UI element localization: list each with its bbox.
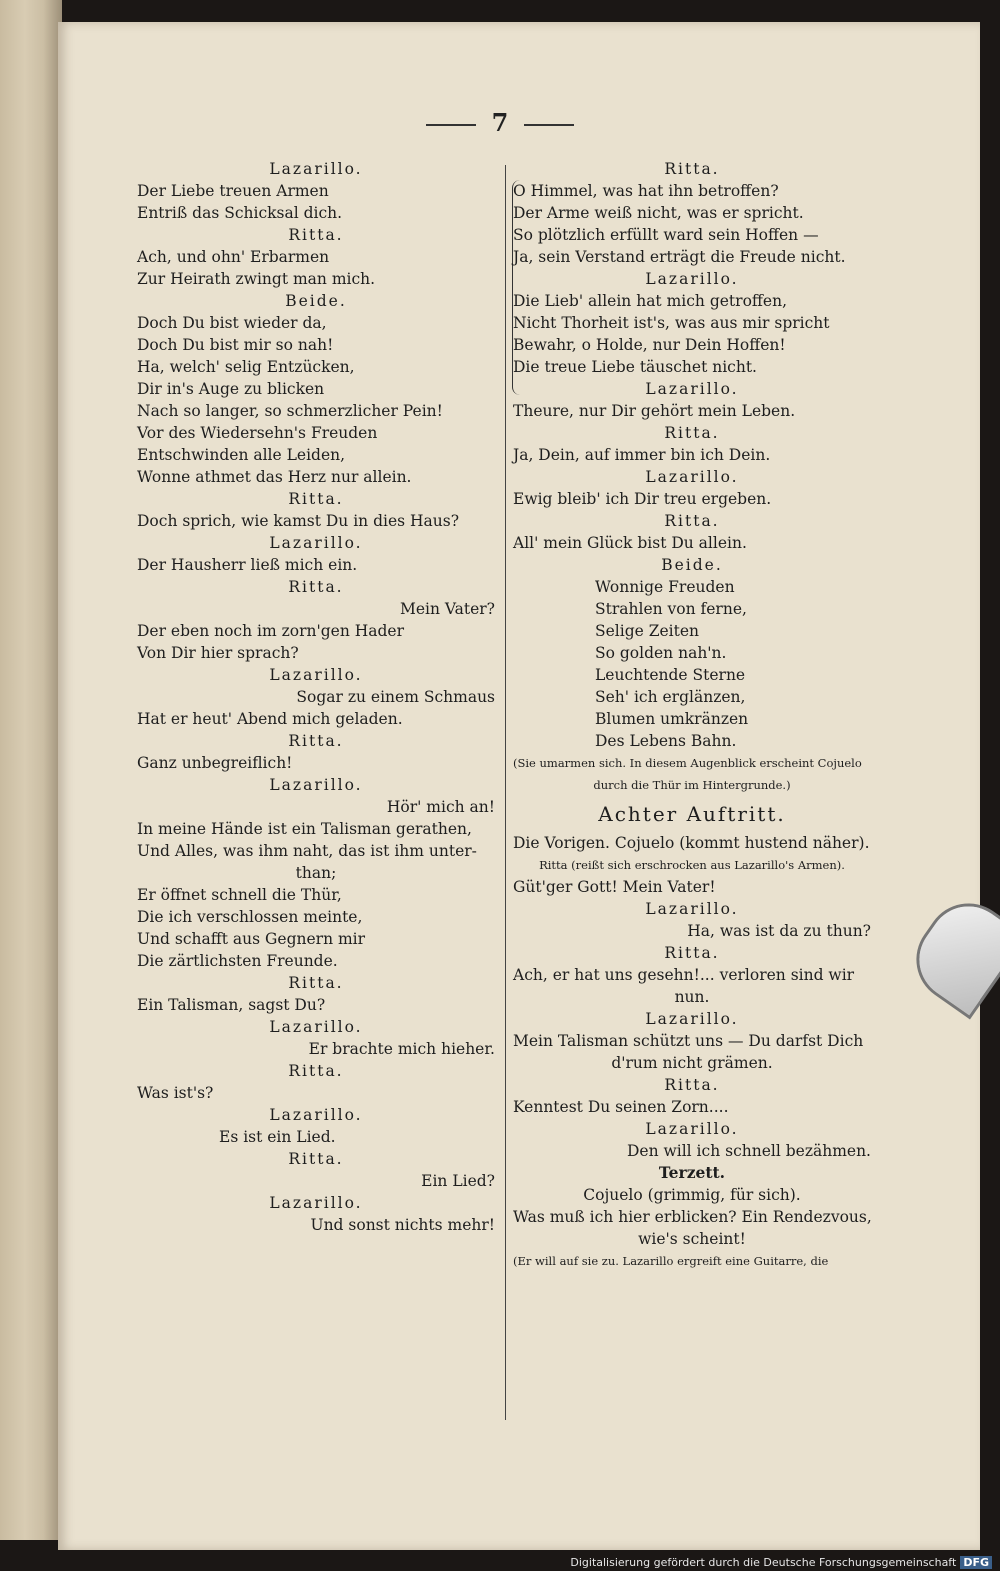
text-line: Leuchtende Sterne bbox=[595, 666, 746, 684]
text-line: Entschwinden alle Leiden, bbox=[137, 446, 346, 464]
text-line: Cojuelo (grimmig, für sich). bbox=[583, 1186, 801, 1204]
speaker-name: Lazarillo. bbox=[645, 1120, 739, 1138]
speaker-name: Lazarillo. bbox=[645, 380, 739, 398]
text-line: Ja, Dein, auf immer bin ich Dein. bbox=[513, 446, 771, 464]
text-line: Ritta (reißt sich erschrocken aus Lazarillo's Armen). bbox=[539, 858, 845, 872]
text-line: Doch sprich, wie kamst Du in dies Haus? bbox=[137, 512, 460, 530]
text-line: So golden nah'n. bbox=[595, 644, 727, 662]
dfg-logo: DFG bbox=[960, 1556, 992, 1569]
text-line: Strahlen von ferne, bbox=[595, 600, 747, 618]
text-line: Des Lebens Bahn. bbox=[595, 732, 737, 750]
speaker-name: Ritta. bbox=[664, 944, 720, 962]
page-header bbox=[0, 108, 1000, 137]
speaker-name: Lazarillo. bbox=[645, 900, 739, 918]
speaker-name: Lazarillo. bbox=[269, 1018, 363, 1036]
text-line: Selige Zeiten bbox=[595, 622, 700, 640]
text-line: Und schafft aus Gegnern mir bbox=[137, 930, 366, 948]
text-line: Er brachte mich hieher. bbox=[308, 1040, 495, 1058]
text-line: d'rum nicht grämen. bbox=[611, 1054, 773, 1072]
text-line: Bewahr, o Holde, nur Dein Hoffen! bbox=[513, 336, 786, 354]
speaker-name: Lazarillo. bbox=[645, 1010, 739, 1028]
speaker-name: Ritta. bbox=[664, 160, 720, 178]
text-line: Dir in's Auge zu blicken bbox=[137, 380, 325, 398]
speaker-name: Ritta. bbox=[288, 1150, 344, 1168]
speaker-name: Ritta. bbox=[288, 974, 344, 992]
text-line: Blumen umkränzen bbox=[595, 710, 749, 728]
text-line: Ach, und ohn' Erbarmen bbox=[137, 248, 330, 266]
text-line: Ganz unbegreiflich! bbox=[137, 754, 293, 772]
text-line: Ein Lied? bbox=[421, 1172, 495, 1190]
text-line: Sogar zu einem Schmaus bbox=[296, 688, 495, 706]
text-line: Ja, sein Verstand erträgt die Freude nicht. bbox=[513, 248, 846, 266]
text-line: Die zärtlichsten Freunde. bbox=[137, 952, 338, 970]
text-line: Mein Talisman schützt uns — Du darfst Dich bbox=[513, 1032, 864, 1050]
text-line: Theure, nur Dir gehört mein Leben. bbox=[513, 402, 796, 420]
text-line: Ha, was ist da zu thun? bbox=[687, 922, 871, 940]
speaker-name: Ritta. bbox=[288, 1062, 344, 1080]
text-line: than; bbox=[295, 864, 337, 882]
header-rule-left bbox=[426, 124, 476, 126]
text-line: Mein Vater? bbox=[399, 600, 495, 618]
text-line: Ewig bleib' ich Dir treu ergeben. bbox=[513, 490, 772, 508]
text-line: (Er will auf sie zu. Lazarillo ergreift eine Guitarre, die bbox=[513, 1254, 829, 1268]
speaker-name: Ritta. bbox=[288, 578, 344, 596]
column-divider bbox=[505, 165, 506, 1420]
text-line: Doch Du bist wieder da, bbox=[137, 314, 327, 332]
text-line: Die Vorigen. Cojuelo (kommt hustend näher). bbox=[513, 834, 870, 852]
text-line: Kenntest Du seinen Zorn.... bbox=[513, 1098, 729, 1116]
text-line: Ein Talisman, sagst Du? bbox=[137, 996, 326, 1014]
text-line: O Himmel, was hat ihn betroffen? bbox=[513, 182, 779, 200]
text-line: Güt'ger Gott! Mein Vater! bbox=[513, 878, 716, 896]
text-line: Ach, er hat uns gesehn!... verloren sind wir bbox=[513, 966, 855, 984]
speaker-name: Ritta. bbox=[288, 226, 344, 244]
text-line: Nach so langer, so schmerzlicher Pein! bbox=[137, 402, 443, 420]
text-line: (Sie umarmen sich. In diesem Augenblick erscheint Cojuelo bbox=[513, 756, 862, 770]
speaker-name: Lazarillo. bbox=[269, 1106, 363, 1124]
text-line: Was muß ich hier erblicken? Ein Rendezvous, bbox=[513, 1208, 872, 1226]
right-text-column bbox=[513, 158, 871, 1272]
text-line: Er öffnet schnell die Thür, bbox=[137, 886, 342, 904]
text-line: Hör' mich an! bbox=[386, 798, 495, 816]
speaker-name: Beide. bbox=[285, 292, 347, 310]
text-line: Was ist's? bbox=[137, 1084, 214, 1102]
text-line: Seh' ich erglänzen, bbox=[595, 688, 746, 706]
text-line: Ha, welch' selig Entzücken, bbox=[137, 358, 355, 376]
text-line: Der Hausherr ließ mich ein. bbox=[137, 556, 358, 574]
header-rule-right bbox=[524, 124, 574, 126]
text-line: Zur Heirath zwingt man mich. bbox=[137, 270, 376, 288]
text-line: Von Dir hier sprach? bbox=[137, 644, 299, 662]
text-line: Wonne athmet das Herz nur allein. bbox=[137, 468, 412, 486]
text-line: Nicht Thorheit ist's, was aus mir spricht bbox=[513, 314, 830, 332]
scan-binding-edge bbox=[0, 0, 62, 1540]
speaker-name: Lazarillo. bbox=[645, 468, 739, 486]
text-line: So plötzlich erfüllt ward sein Hoffen — bbox=[513, 226, 819, 244]
speaker-name: Lazarillo. bbox=[645, 270, 739, 288]
speaker-name: Ritta. bbox=[288, 732, 344, 750]
speaker-name: Beide. bbox=[661, 556, 723, 574]
text-line: Die Lieb' allein hat mich getroffen, bbox=[513, 292, 787, 310]
text-line: Hat er heut' Abend mich geladen. bbox=[137, 710, 403, 728]
text-line: durch die Thür im Hintergrunde.) bbox=[593, 778, 791, 792]
text-line: Den will ich schnell bezähmen. bbox=[626, 1142, 871, 1160]
text-line: Die treue Liebe täuschet nicht. bbox=[513, 358, 757, 376]
text-line: In meine Hände ist ein Talisman gerathen, bbox=[137, 820, 472, 838]
footer-text: Digitalisierung gefördert durch die Deutsche Forschungsgemeinschaft bbox=[570, 1556, 957, 1569]
text-line: Terzett. bbox=[658, 1163, 726, 1182]
text-line: wie's scheint! bbox=[638, 1230, 746, 1248]
text-line: Der Arme weiß nicht, was er spricht. bbox=[513, 204, 804, 222]
text-line: Der eben noch im zorn'gen Hader bbox=[137, 622, 405, 640]
text-line: Achter Auftritt. bbox=[598, 802, 786, 826]
page-number: 7 bbox=[491, 108, 509, 137]
text-line: Und sonst nichts mehr! bbox=[310, 1216, 495, 1234]
speaker-name: Lazarillo. bbox=[269, 160, 363, 178]
text-line: Der Liebe treuen Armen bbox=[137, 182, 329, 200]
speaker-name: Lazarillo. bbox=[269, 1194, 363, 1212]
text-line: Es ist ein Lied. bbox=[219, 1128, 336, 1146]
text-line: Vor des Wiedersehn's Freuden bbox=[137, 424, 378, 442]
text-line: Doch Du bist mir so nah! bbox=[137, 336, 334, 354]
text-line: nun. bbox=[674, 988, 710, 1006]
text-line: All' mein Glück bist Du allein. bbox=[513, 534, 747, 552]
speaker-name: Lazarillo. bbox=[269, 776, 363, 794]
text-line: Wonnige Freuden bbox=[595, 578, 735, 596]
left-text-column bbox=[137, 158, 495, 1236]
speaker-name: Ritta. bbox=[664, 512, 720, 530]
speaker-name: Lazarillo. bbox=[269, 666, 363, 684]
speaker-name: Ritta. bbox=[664, 1076, 720, 1094]
text-line: Entriß das Schicksal dich. bbox=[137, 204, 343, 222]
digitization-footer bbox=[570, 1556, 992, 1569]
text-line: Die ich verschlossen meinte, bbox=[137, 908, 363, 926]
speaker-name: Ritta. bbox=[664, 424, 720, 442]
speaker-name: Ritta. bbox=[288, 490, 344, 508]
speaker-name: Lazarillo. bbox=[269, 534, 363, 552]
text-line: Und Alles, was ihm naht, das ist ihm unter- bbox=[137, 842, 477, 860]
